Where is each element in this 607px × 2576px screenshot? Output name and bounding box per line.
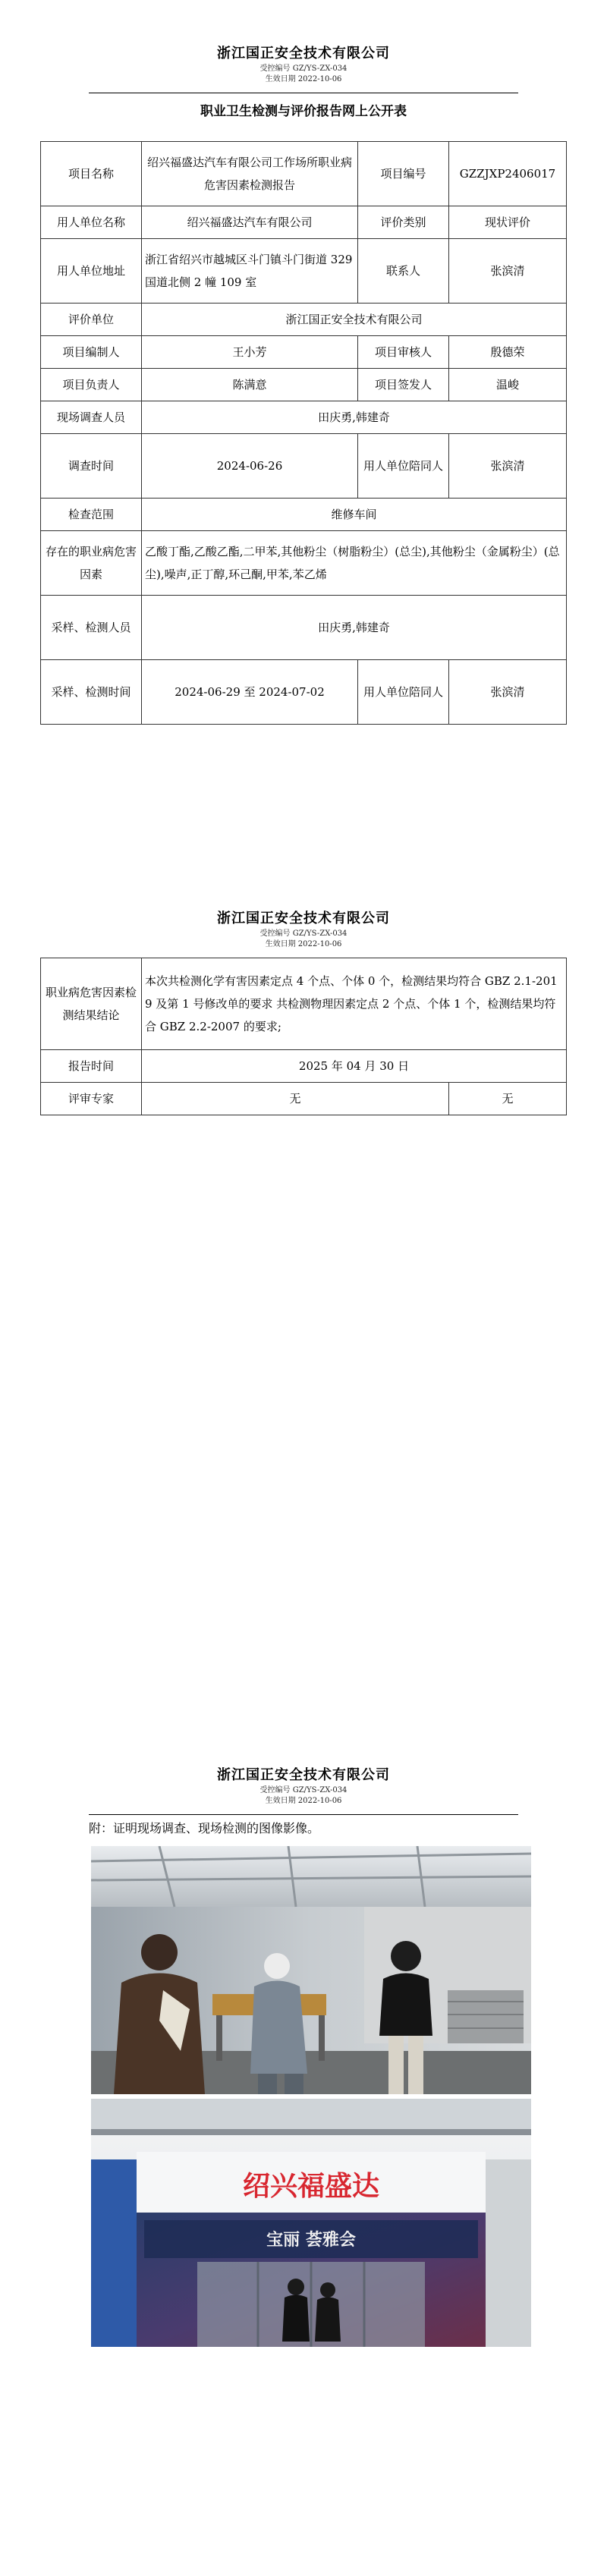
hazard-label: 存在的职业病危害因素 (41, 531, 142, 596)
employer-name-value: 绍兴福盛达汽车有限公司 (142, 206, 358, 239)
effective-date: 生效日期 2022-10-06 (265, 75, 342, 83)
page-header (0, 907, 607, 950)
companion-label: 用人单位陪同人 (358, 434, 449, 499)
company-name: 浙江国正安全技术有限公司 (217, 46, 390, 61)
conclusion-value: 本次共检测化学有害因素定点 4 个点、个体 0 个，检测结果均符合 GBZ 2.1-2019 及第 1 号修改单的要求 共检测物理因素定点 2 个点、个体 1 个，检测结果均符合 GBZ 2.2-2007 的要求; (142, 958, 567, 1050)
site-entrance-photo (91, 2099, 531, 2347)
table-row (41, 596, 567, 660)
companion2-value: 张滨清 (449, 660, 567, 725)
page-header (0, 42, 607, 85)
project-name-value: 绍兴福盛达汽车有限公司工作场所职业病危害因素检测报告 (142, 142, 358, 206)
expert-value-2: 无 (449, 1083, 567, 1115)
project-no-value: GZZJXP2406017 (449, 142, 567, 206)
entrance-photo-image (91, 2099, 531, 2347)
surveyor-label: 现场调查人员 (41, 401, 142, 434)
page-header (0, 1764, 607, 1807)
surveyor-value: 田庆勇,韩建奇 (142, 401, 567, 434)
attachment-note: 附：证明现场调查、现场检测的图像影像。 (89, 1821, 320, 1835)
table-row (41, 958, 567, 1050)
employer-addr-label: 用人单位地址 (41, 239, 142, 304)
table-row (41, 434, 567, 499)
site-survey-photo (91, 1846, 531, 2094)
table-row (41, 401, 567, 434)
table-row (41, 336, 567, 369)
expert-label: 评审专家 (41, 1083, 142, 1115)
header-rule (89, 1814, 518, 1815)
companion-value: 张滨清 (449, 434, 567, 499)
companion2-label: 用人单位陪同人 (358, 660, 449, 725)
company-name: 浙江国正安全技术有限公司 (217, 1767, 390, 1783)
table-row (41, 1083, 567, 1115)
project-no-label: 项目编号 (358, 142, 449, 206)
control-number: 受控编号 GZ/YS-ZX-034 (259, 64, 348, 73)
reviewer-value: 殷德荣 (449, 336, 567, 369)
disclosure-table (40, 141, 567, 725)
table-row (41, 239, 567, 304)
scope-value: 维修车间 (142, 499, 567, 531)
report-time-label: 报告时间 (41, 1050, 142, 1083)
issuer-label: 项目签发人 (358, 369, 449, 401)
sample-time-value: 2024-06-29 至 2024-07-02 (142, 660, 358, 725)
reviewer-label: 项目审核人 (358, 336, 449, 369)
table-row (41, 304, 567, 336)
table-row (41, 206, 567, 239)
workshop-photo-image (91, 1846, 531, 2094)
report-time-value: 2025 年 04 月 30 日 (142, 1050, 567, 1083)
conclusion-label: 职业病危害因素检测结果结论 (41, 958, 142, 1050)
company-name: 浙江国正安全技术有限公司 (217, 911, 390, 926)
conclusion-table (40, 958, 567, 1115)
contact-label: 联系人 (358, 239, 449, 304)
effective-date: 生效日期 2022-10-06 (265, 940, 342, 948)
table-row (41, 1050, 567, 1083)
control-number: 受控编号 GZ/YS-ZX-034 (259, 1786, 348, 1794)
table-row (41, 142, 567, 206)
contact-value: 张滨清 (449, 239, 567, 304)
survey-time-value: 2024-06-26 (142, 434, 358, 499)
employer-addr-value: 浙江省绍兴市越城区斗门镇斗门街道 329 国道北侧 2 幢 109 室 (142, 239, 358, 304)
sample-time-label: 采样、检测时间 (41, 660, 142, 725)
table-row (41, 369, 567, 401)
table-row (41, 499, 567, 531)
control-number: 受控编号 GZ/YS-ZX-034 (259, 929, 348, 938)
scope-label: 检查范围 (41, 499, 142, 531)
expert-value: 无 (142, 1083, 449, 1115)
table-row (41, 660, 567, 725)
eval-type-value: 现状评价 (449, 206, 567, 239)
hazard-value: 乙酸丁酯,乙酸乙酯,二甲苯,其他粉尘（树脂粉尘）(总尘),其他粉尘（金属粉尘）(总尘),噪声,正丁醇,环己酮,甲苯,苯乙烯 (142, 531, 567, 596)
sampler-value: 田庆勇,韩建奇 (142, 596, 567, 660)
leader-value: 陈满意 (142, 369, 358, 401)
dealer-subsign: 宝丽 荟雅会 (266, 2231, 356, 2250)
project-name-label: 项目名称 (41, 142, 142, 206)
eval-unit-value: 浙江国正安全技术有限公司 (142, 304, 567, 336)
compiler-label: 项目编制人 (41, 336, 142, 369)
compiler-value: 王小芳 (142, 336, 358, 369)
dealer-sign: 绍兴福盛达 (242, 2171, 380, 2202)
sampler-label: 采样、检测人员 (41, 596, 142, 660)
issuer-value: 温峻 (449, 369, 567, 401)
leader-label: 项目负责人 (41, 369, 142, 401)
eval-unit-label: 评价单位 (41, 304, 142, 336)
survey-time-label: 调查时间 (41, 434, 142, 499)
effective-date: 生效日期 2022-10-06 (265, 1797, 342, 1805)
table-row (41, 531, 567, 596)
page-title: 职业卫生检测与评价报告网上公开表 (200, 104, 407, 119)
eval-type-label: 评价类别 (358, 206, 449, 239)
employer-name-label: 用人单位名称 (41, 206, 142, 239)
